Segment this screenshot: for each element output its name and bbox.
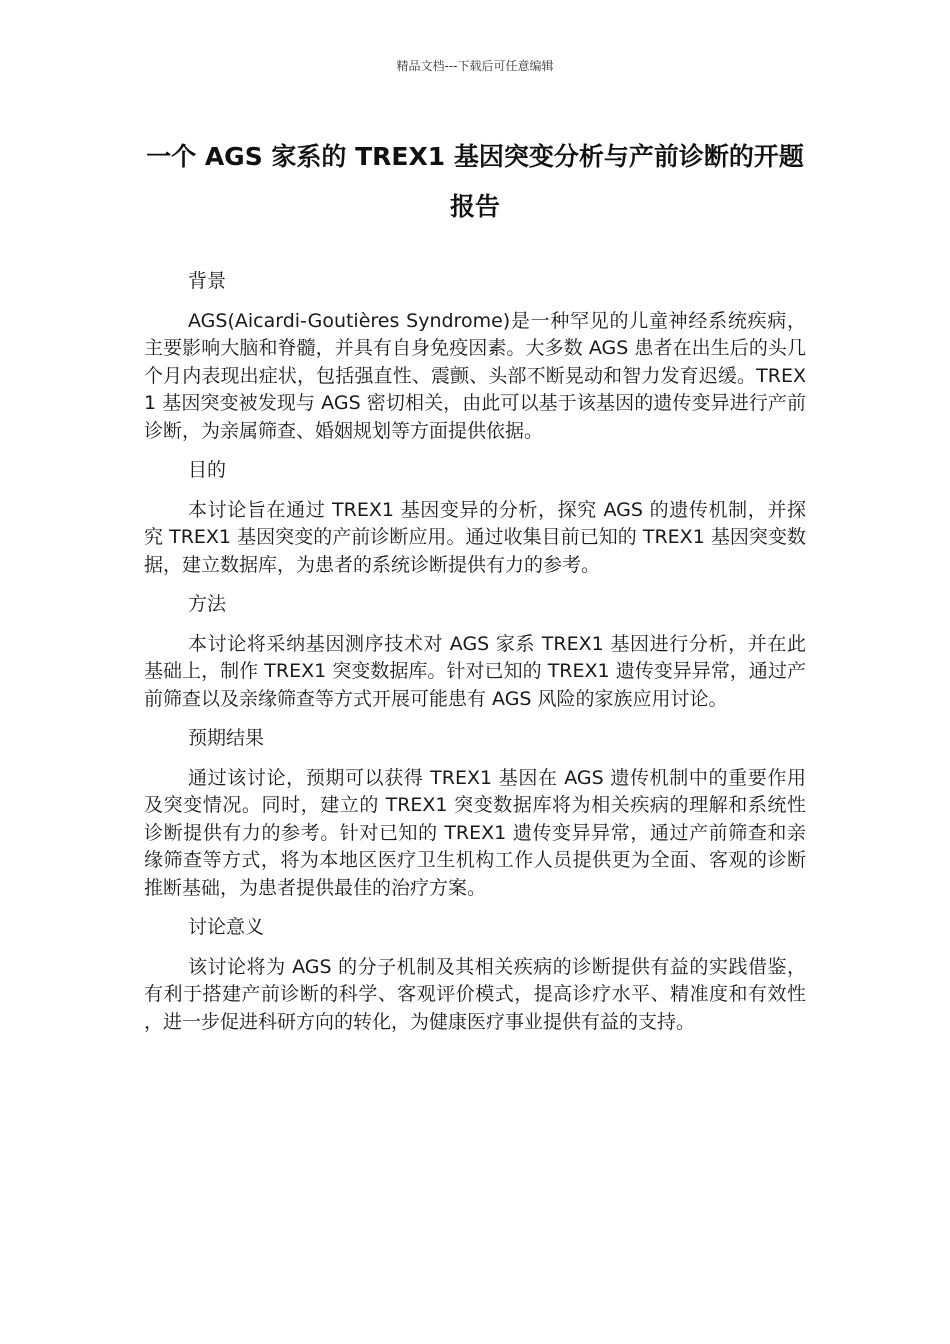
document-title: 一个 AGS 家系的 TREX1 基因突变分析与产前诊断的开题报告 [146, 142, 804, 221]
section-paragraph: 该讨论将为 AGS 的分子机制及其相关疾病的诊断提供有益的实践借鉴，有利于搭建产前诊断的科学、客观评价模式，提高诊疗水平、精准度和有效性，进一步促进科研方向的转化，为健康医疗事业提供有益的支持。 [144, 955, 806, 1033]
section-paragraph: 本讨论旨在通过 TREX1 基因变异的分析，探究 AGS 的遗传机制，并探究 TREX1 基因突变的产前诊断应用。通过收集目前已知的 TREX1 基因突变数据，建立数据库，为患者的系统诊断提供有力的参考。 [144, 498, 806, 576]
section-paragraph: 本讨论将采纳基因测序技术对 AGS 家系 TREX1 基因进行分析，并在此基础上，制作 TREX1 突变数据库。针对已知的 TREX1 遗传变异异常，通过产前筛查以及亲缘筛查等方式开展可能患有 AGS 风险的家族应用讨论。 [144, 632, 806, 710]
document-body [144, 268, 806, 1036]
section-expected-results [144, 725, 806, 914]
section-background [144, 268, 806, 457]
section-method [144, 591, 806, 725]
section-heading: 讨论意义 [188, 916, 265, 938]
header-note: 精品文档---下载后可任意编辑 [396, 59, 554, 73]
section-heading: 背景 [188, 270, 227, 292]
section-paragraph: AGS(Aicardi-Goutières Syndrome)是一种罕见的儿童神经系统疾病，主要影响大脑和脊髓，并具有自身免疫因素。大多数 AGS 患者在出生后的头几个月内表现出症状，包括强直性、震颤、头部不断晃动和智力发育迟缓。TREX1 基因突变被发现与 AGS 密切相关，由此可以基于该基因的遗传变异进行产前诊断，为亲属筛查、婚姻规划等方面提供依据。 [144, 309, 806, 442]
section-purpose [144, 457, 806, 591]
section-heading: 目的 [188, 459, 227, 481]
section-heading: 方法 [188, 593, 227, 615]
section-heading: 预期结果 [188, 727, 265, 749]
section-paragraph: 通过该讨论，预期可以获得 TREX1 基因在 AGS 遗传机制中的重要作用及突变情况。同时，建立的 TREX1 突变数据库将为相关疾病的理解和系统性诊断提供有力的参考。针对已知的 TREX1 遗传变异异常，通过产前筛查和亲缘筛查等方式，将为本地区医疗卫生机构工作人员提供更为全面、客观的诊断推断基础，为患者提供最佳的治疗方案。 [144, 766, 806, 899]
section-significance [144, 914, 806, 1036]
